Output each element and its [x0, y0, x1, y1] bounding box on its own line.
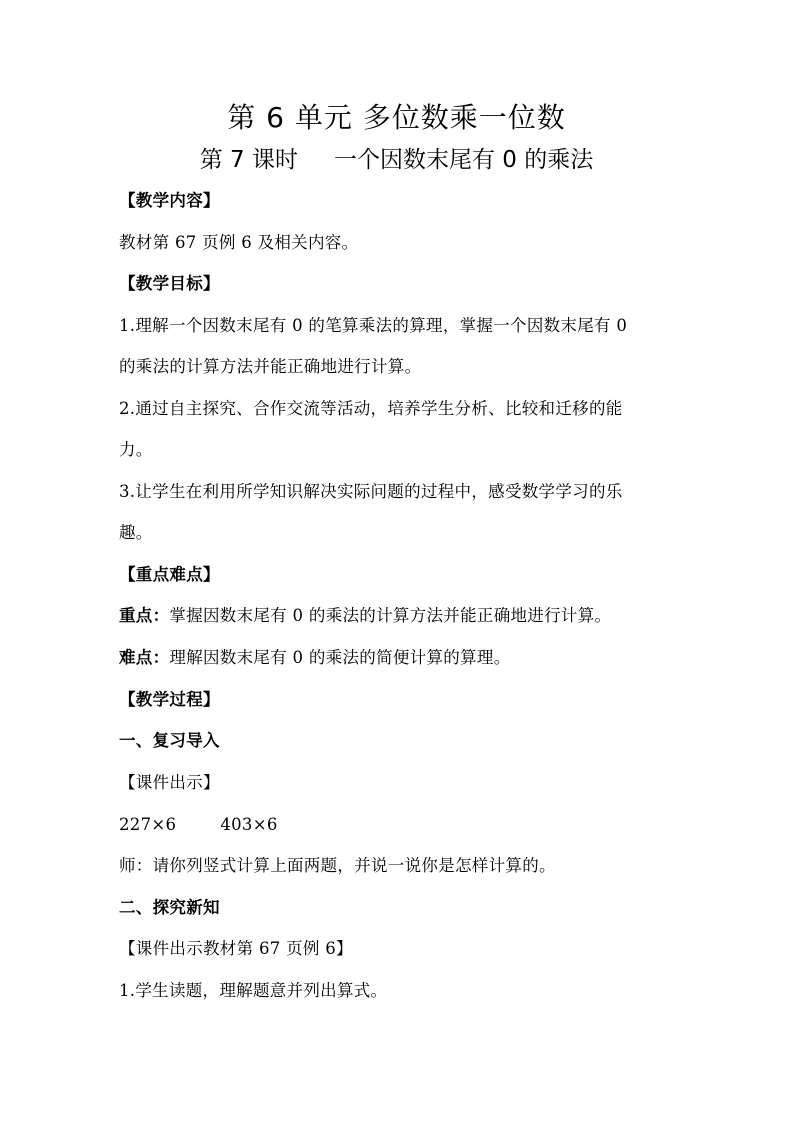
goal-1-line-1: 1.理解一个因数末尾有 0 的笔算乘法的算理，掌握一个因数末尾有 0 — [119, 316, 628, 335]
lesson-name: 一个因数末尾有 0 的乘法 — [334, 147, 594, 173]
goal-2-line-2: 力。 — [119, 440, 153, 459]
unit-title: 第 6 单元 多位数乘一位数 — [227, 101, 566, 134]
lesson-number: 第 7 课时 — [199, 147, 298, 173]
key-text: 掌握因数末尾有 0 的乘法的计算方法并能正确地进行计算。 — [169, 606, 612, 625]
difficult-text: 理解因数末尾有 0 的乘法的简便计算的算理。 — [169, 648, 511, 667]
expression-1: 227×6 — [119, 815, 177, 834]
goal-3-line-2: 趣。 — [119, 523, 153, 542]
review-expressions — [119, 813, 699, 837]
key-label: 重点： — [119, 606, 170, 625]
goal-3-line-1: 3.让学生在利用所学知识解决实际问题的过程中，感受数学学习的乐 — [119, 482, 623, 501]
process-heading: 【教学过程】 — [119, 690, 220, 709]
difficult-point — [119, 646, 699, 670]
keypoints-heading: 【重点难点】 — [119, 565, 220, 584]
lesson-title — [0, 143, 793, 177]
courseware-2-heading: 【课件出示教材第 67 页例 6】 — [119, 939, 353, 958]
goal-2-line-1: 2.通过自主探究、合作交流等活动，培养学生分析、比较和迁移的能 — [119, 399, 623, 418]
part-2-heading: 二、探究新知 — [119, 898, 220, 917]
step-1-text: 1.学生读题，理解题意并列出算式。 — [119, 981, 388, 1000]
goals-heading: 【教学目标】 — [119, 274, 220, 293]
content-text: 教材第 67 页例 6 及相关内容。 — [119, 233, 359, 252]
difficult-label: 难点： — [119, 648, 170, 667]
content-heading: 【教学内容】 — [119, 191, 220, 210]
expression-2: 403×6 — [220, 815, 278, 834]
part-1-heading: 一、复习导入 — [119, 731, 220, 750]
goal-1-line-2: 的乘法的计算方法并能正确地进行计算。 — [119, 357, 422, 376]
courseware-1-heading: 【课件出示】 — [119, 773, 220, 792]
teacher-prompt: 师：请你列竖式计算上面两题，并说一说你是怎样计算的。 — [119, 856, 556, 875]
key-point — [119, 604, 699, 628]
